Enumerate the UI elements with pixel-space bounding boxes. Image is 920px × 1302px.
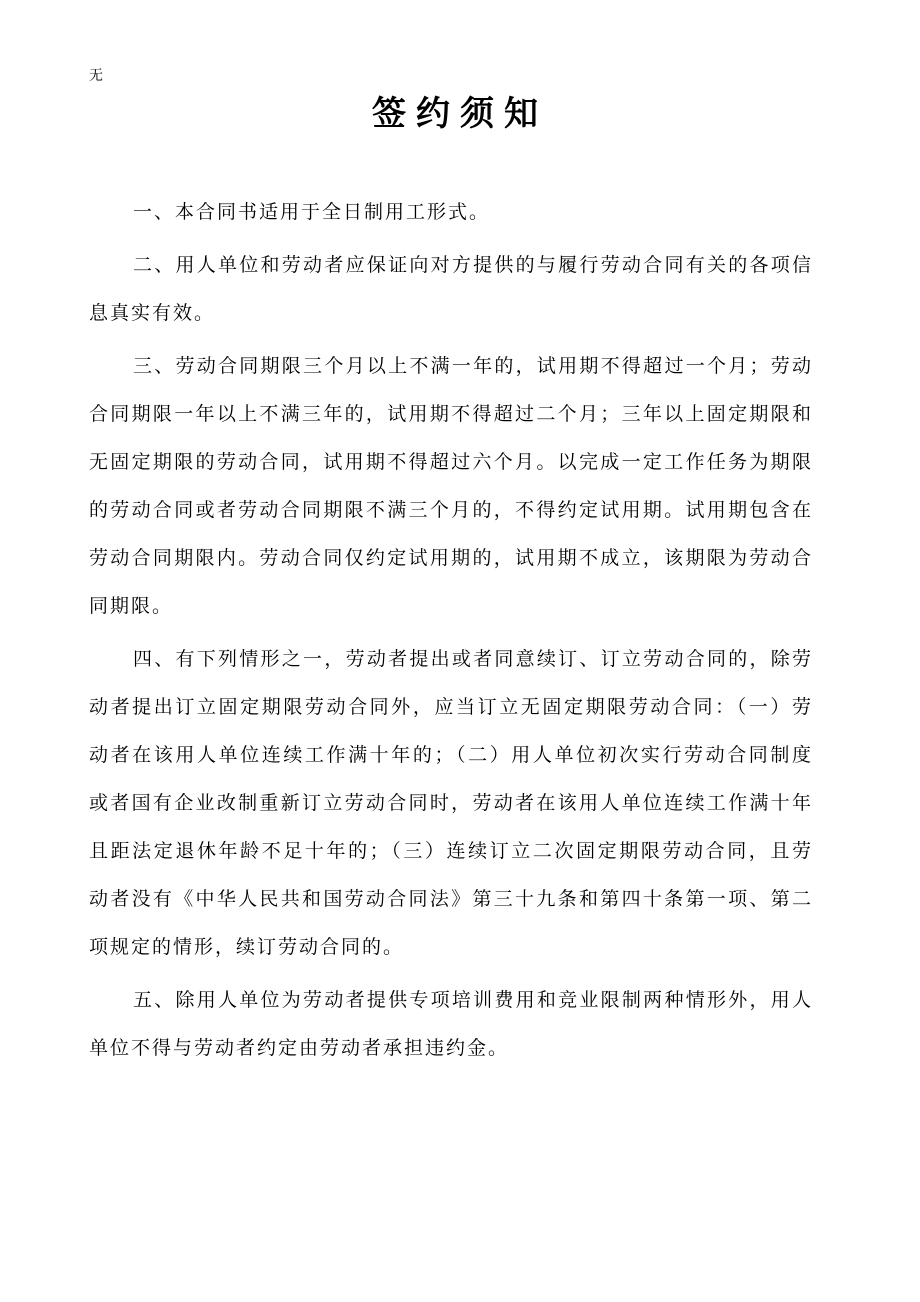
paragraph-5: 五、除用人单位为劳动者提供专项培训费用和竞业限制两种情形外，用人单位不得与劳动者约定由劳动者承担违约金。 bbox=[89, 989, 813, 1059]
paragraph-1: 一、本合同书适用于全日制用工形式。 bbox=[133, 201, 491, 223]
document-body bbox=[89, 188, 813, 1077]
header-mark: 无 bbox=[89, 68, 103, 84]
document-title: 签约须知 bbox=[372, 94, 548, 134]
paragraph-2: 二、用人单位和劳动者应保证向对方提供的与履行劳动合同有关的各项信息真实有效。 bbox=[89, 254, 813, 324]
paragraph-4: 四、有下列情形之一，劳动者提出或者同意续订、订立劳动合同的，除劳动者提出订立固定期限劳动合同外，应当订立无固定期限劳动合同：（一）劳动者在该用人单位连续工作满十年的；（二）用人单位初次实行劳动合同制度或者国有企业改制重新订立劳动合同时，劳动者在该用人单位连续工作满十年且距法定退休年龄不足十年的；（三）连续订立二次固定期限劳动合同，且劳动者没有《中华人民共和国劳动合同法》第三十九条和第四十条第一项、第二项规定的情形，续订劳动合同的。 bbox=[89, 648, 813, 958]
paragraph-3: 三、劳动合同期限三个月以上不满一年的，试用期不得超过一个月；劳动合同期限一年以上不满三年的，试用期不得超过二个月；三年以上固定期限和无固定期限的劳动合同，试用期不得超过六个月。以完成一定工作任务为期限的劳动合同或者劳动合同期限不满三个月的，不得约定试用期。试用期包含在劳动合同期限内。劳动合同仅约定试用期的，试用期不成立，该期限为劳动合同期限。 bbox=[89, 355, 813, 617]
